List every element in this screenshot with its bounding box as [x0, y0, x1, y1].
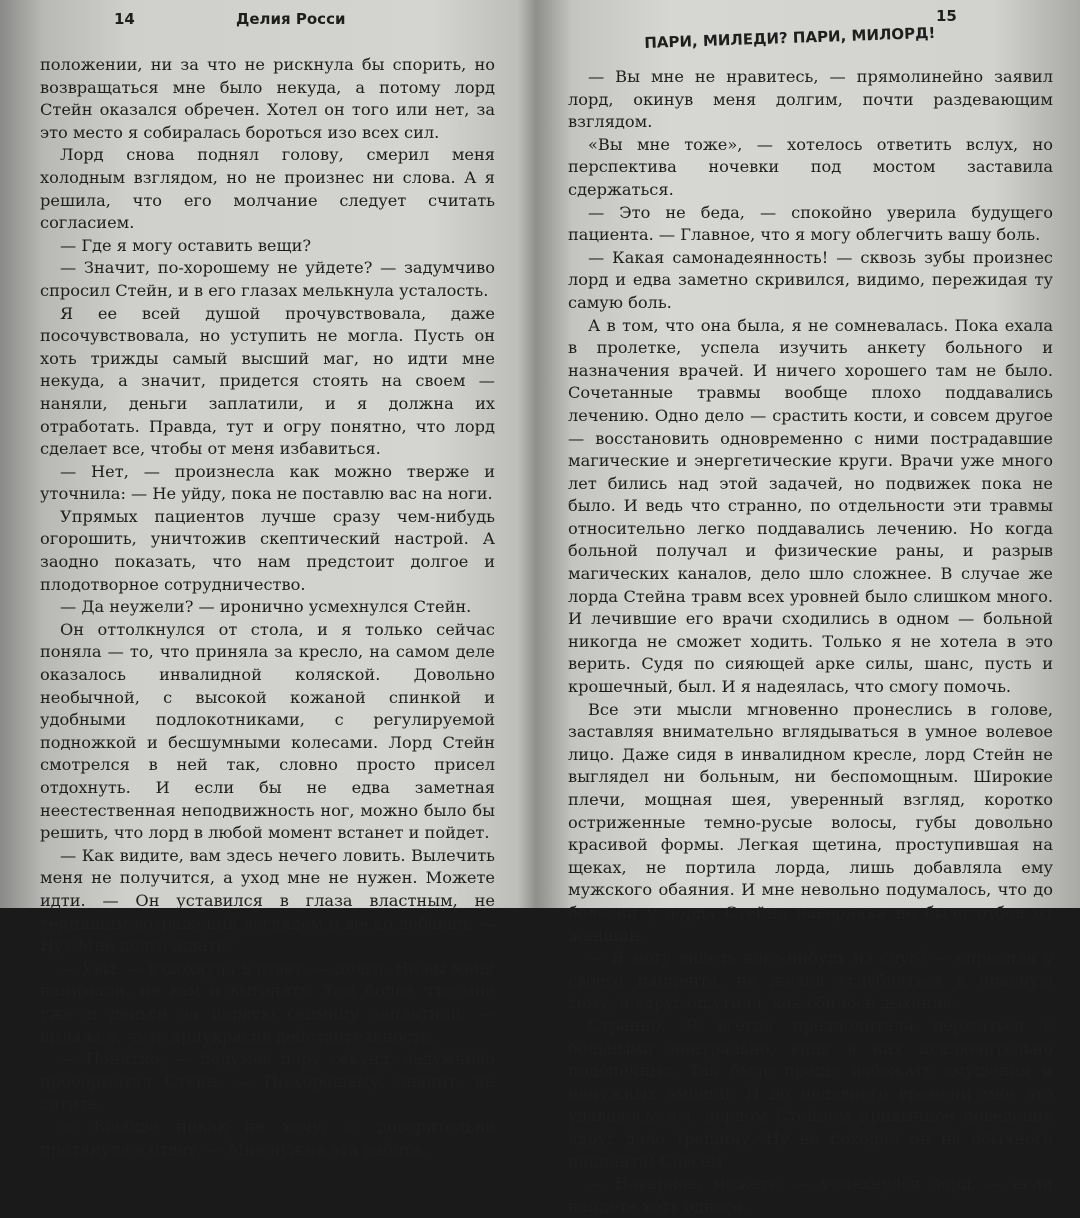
left-body-text [40, 54, 495, 1161]
paragraph: — Где я могу оставить вещи? [60, 235, 312, 255]
paragraph: — Нет, — произнесла как можно тверже и уточнила: — Не уйду, пока не поставлю вас на ноги. [40, 461, 495, 504]
paragraph: Все эти мысли мгновенно пронеслись в голове, заставляя внимательно вглядываться в умное волевое лицо. Даже сидя в инвалидном кресле, лорд Стейн не выглядел ни больным, ни беспомощным. Широкие плечи, мощная шея, уверенный взгляд, коротко остриженные темно-русые волосы, губы довольно красивой формы. Легкая щетина, проступившая на щеках, не портила лорда, лишь добавляла ему мужского обаяния. И мне невольно подумалось, что до болезни у лорда Стейна наверняка не было отбоя от женщин. [568, 699, 1053, 945]
paragraph: — Да неужели? — иронично усмехнулся Стейн. [60, 597, 472, 617]
paragraph: Странно. Я всегда предпочитала держаться с больными нейтрально, видя в них исключительно подопечных. Так было проще избежать смущения и ненужных эмоций. И до недавнего времени мне это удавалось, а с лордом Стейном привычное поведение вдруг дало трещину. Ну не походил он на обычного пациента! Совсем. [568, 1015, 1053, 1171]
right-page [548, 0, 1080, 1216]
paragraph: положении, ни за что не рискнула бы спорить, но возвращаться мне было некуда, а потому лорд Стейн оказался обречен. Хотел он того или нет, за это место я собиралась бороться изо всех сил. [40, 55, 495, 142]
paragraph: — Это не беда, — спокойно уверила будущего пациента. — Главное, что я могу облегчить вашу боль. [568, 202, 1053, 245]
paragraph: — Какая самонадеянность! — сквозь зубы произнес лорд и едва заметно скривился, видимо, пережидая ту самую боль. [568, 247, 1053, 312]
left-page [0, 0, 530, 1159]
left-running-head: Делия Росси [236, 10, 346, 28]
paragraph: А в том, что она была, я не сомневалась. Пока ехала в пролетке, успела изучить анкету больного и назначения врачей. И ничего хорошего там не было. Сочетанные травмы вообще плохо поддавались лечению. Одно дело — срастить кости, и совсем другое — восстановить одновременно с ними пострадавшие магические и энергетические круги. Врачи уже много лет бились над этой задачей, но подвижек пока не было. И ведь что странно, по отдельности эти травмы относительно легко поддавались лечению. Но когда больной получал и физические раны, и разрыв магических каналов, дело шло сложнее. В случае же лорда Стейна травм всех уровней было слишком много. И лечившие его врачи сходились в одном — больной никогда не сможет ходить. Только я не хотела в это верить. Судя по сияющей арке силы, шанс, пусть и крошечный, был. И я надеялась, что смогу помочь. [568, 315, 1053, 697]
right-page-number: 15 [936, 7, 957, 25]
paragraph: — Вы мне не нравитесь, — прямолинейно заявил лорд, окинув меня долгим, почти раздевающим взглядом. [568, 67, 1053, 132]
paragraph: — Увы, — вздохнула в ответ, — долго. Не вы меня нанимали, не вам и выгонять. Тем более что мне уже и деньги за первую седмицу заплатили, — выдала я, чуть приукрасив действительность. [40, 958, 495, 1046]
paragraph: Он оттолкнулся от стола, и я только сейчас поняла — то, что приняла за кресло, на самом деле оказалось инвалидной коляской. Довольно необычной, с высокой кожаной спинкой и удобными подлокотниками, с регулируемой подножкой и бесшумными колесами. Лорд Стейн смотрелся в ней так, словно просто присел отдохнуть. И если бы не едва заметная неестественная неподвижность ног, можно было бы решить, что лорд в любой момент встанет и пойдет. [40, 619, 495, 843]
paragraph: Упрямых пациентов лучше сразу чем-нибудь огорошить, уничтожив скептический настрой. А заодно показать, что нам предстоит долгое и плодотворное сотрудничество. [40, 506, 495, 594]
paragraph: Я ее всей душой прочувствовала, даже посочувствовала, но уступить не могла. Пусть он хоть трижды самый высший маг, но идти мне некуда, а значит, придется стоять на своем — наняли, деньги заплатили, и я должна их отработать. Правда, тут и огру понятно, что лорд сделает все, чтобы от меня избавиться. [40, 303, 495, 459]
paragraph: — Я могу видеть кого-нибудь из слуг? — спросила у своего пациента, не желая углубляться в опасную тему, и вдруг ощутила, как сбилось дыхание. [568, 948, 1053, 1013]
paragraph: — Как видите, вам здесь нечего ловить. Вылечить меня не получится, а уход мне не нужен. Можете идти. — Он уставился в глаза властным, не терпящим возражений взглядом и веско добавил: — Ну? Мне долго ждать? [40, 845, 495, 956]
paragraph: «Вы мне тоже», — хотелось ответить вслух, но перспектива ночевки под мостом заставила сдержаться. [568, 134, 1053, 199]
paragraph: Лорд снова поднял голову, смерил меня холодным взглядом, но не произнес ни слова. А я решила, что его молчание следует считать согласием. [40, 145, 495, 233]
paragraph: — Значит, по-хорошему не уйдете? — задумчиво спросил Стейн, и в его глазах мелькнула усталость. [40, 258, 495, 300]
right-body-text [568, 66, 1053, 1218]
paragraph: — Наверное, можете, — усмехнулся лорд, — если найдете хоть одного. [568, 1174, 1053, 1216]
paragraph: — Понятно, — подумав пару секунд, задумчиво пробормотал Стейн. — По-хорошему, значит, не хотите. [40, 1049, 495, 1114]
paragraph: — Вообще никак не хочу, — доверительно протянула в ответ. — Мне нужна эта работа. [40, 1116, 495, 1159]
left-page-number: 14 [114, 10, 135, 28]
right-running-head: ПАРИ, МИЛЕДИ? ПАРИ, МИЛОРД! [644, 23, 936, 52]
